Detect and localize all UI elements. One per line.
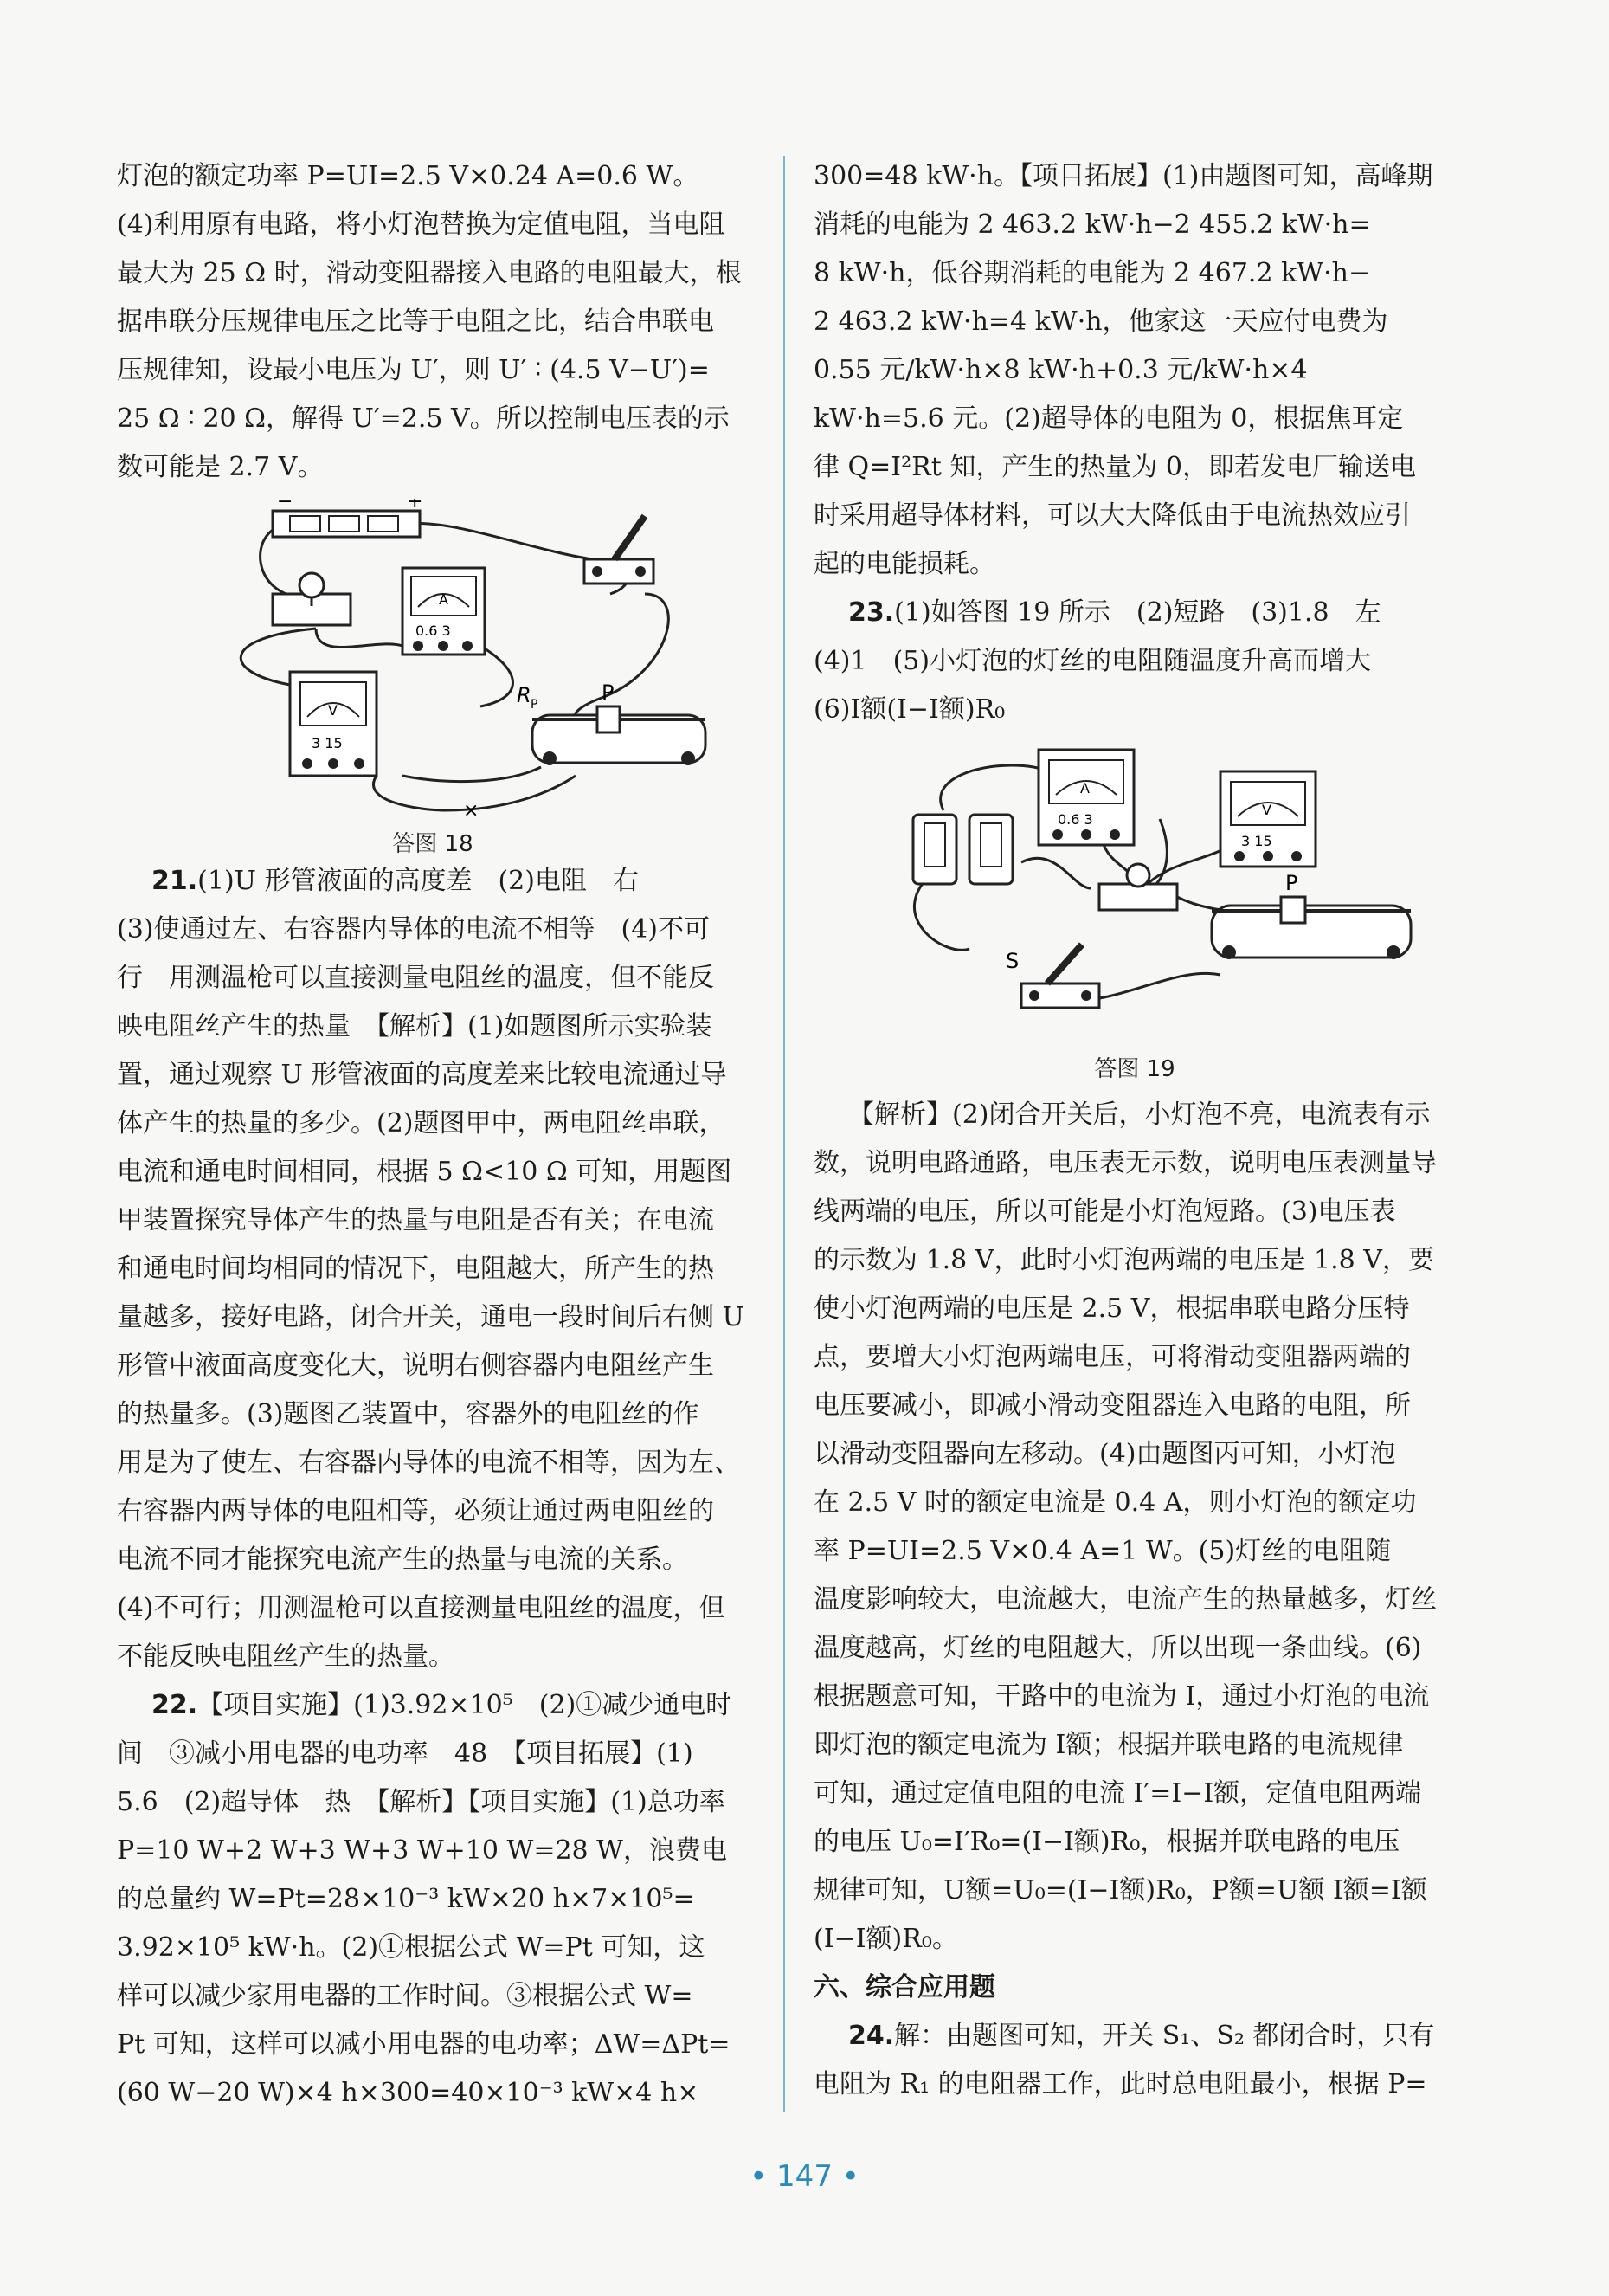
text-line: 灯泡的额定功率 P=UI=2.5 V×0.24 A=0.6 W。 [117, 161, 699, 191]
text-line: 时采用超导体材料，可以大大降低由于电流热效应引 [814, 500, 1411, 531]
text-line: 0.55 元/kW·h×8 kW·h+0.3 元/kW·h×4 [814, 355, 1308, 385]
figure-19-caption: 答图 19 [1094, 1056, 1175, 1082]
voltmeter [1220, 771, 1316, 867]
text-line: 在 2.5 V 时的额定电流是 0.4 A，则小灯泡的额定功 [814, 1487, 1417, 1518]
q20-continuation [117, 152, 749, 492]
switch [1006, 945, 1099, 1008]
ammeter [402, 568, 485, 655]
text-line: (4)利用原有电路，将小灯泡替换为定值电阻，当电阻 [117, 210, 725, 240]
text-line: (4)1 (5)小灯泡的灯丝的电阻随温度升高而增大 [814, 646, 1372, 676]
text-line: 右容器内两导体的电阻相等，必须让通过两电阻丝的 [117, 1496, 714, 1526]
text-line: Pt 可知，这样可以减小用电器的电功率；ΔW=ΔPt= [117, 2029, 730, 2060]
text-line: 2 463.2 kW·h=4 kW·h，他家这一天应付电费为 [814, 306, 1388, 337]
text-line: 和通电时间均相同的情况下，电阻越大，所产生的热 [117, 1254, 714, 1284]
page-number: • 147 • [750, 2159, 859, 2194]
text-line: (4)不可行；用测温枪可以直接测量电阻丝的温度，但 [117, 1593, 725, 1623]
text-line: 形管中液面高度变化大，说明右侧容器内电阻丝产生 [117, 1351, 714, 1381]
slider-label: P [602, 680, 615, 705]
text-line: 根据题意可知，干路中的电流为 I，通过小灯泡的电流 [814, 1681, 1430, 1712]
text-line: 电流和通电时间相同，根据 5 Ω<10 Ω 可知，用题图 [117, 1157, 732, 1187]
ammeter-symbol: A [1080, 780, 1090, 797]
text-line: 律 Q=I²Rt 知，产生的热量为 0，即若发电厂输送电 [814, 452, 1416, 482]
question-21 [117, 857, 749, 1681]
question-number: 21. [151, 866, 198, 896]
text-line: 300=48 kW·h。【项目拓展】(1)由题图可知，高峰期 [814, 161, 1433, 191]
text-line: 的示数为 1.8 V，此时小灯泡两端的电压是 1.8 V，要 [814, 1245, 1434, 1275]
battery-plus-label: + [407, 499, 423, 513]
text-line: 电流不同才能探究电流产生的热量与电流的关系。 [117, 1545, 688, 1575]
section-title: 六、综合应用题 [814, 1972, 995, 2003]
voltmeter-symbol: V [328, 702, 338, 719]
battery [969, 815, 1013, 884]
text-line: 间 ③减小用电器的电功率 48 【项目拓展】(1) [117, 1738, 693, 1769]
question-23 [814, 589, 1456, 734]
question-number: 23. [848, 597, 895, 628]
text-line: 使小灯泡两端的电压是 2.5 V，根据串联电路分压特 [814, 1293, 1410, 1324]
text-line: 数，说明电路通路，电压表无示数，说明电压表测量导 [814, 1148, 1437, 1178]
text-line: 率 P=UI=2.5 V×0.4 A=1 W。(5)灯丝的电阻随 [814, 1536, 1392, 1566]
text-line: 即灯泡的额定电流为 I额；根据并联电路的电流规律 [814, 1730, 1404, 1760]
text-line: 电压要减小，即减小滑动变阻器连入电路的电阻，所 [814, 1390, 1411, 1421]
text-line: 25 Ω ∶ 20 Ω，解得 U′=2.5 V。所以控制电压表的示 [117, 403, 730, 434]
battery [913, 815, 956, 884]
figure-18 [117, 499, 749, 857]
voltmeter-scale-label: 3 15 [312, 735, 343, 751]
switch-label: S [1006, 949, 1020, 973]
ammeter [1039, 750, 1134, 845]
text-line: 的总量约 W=Pt=28×10⁻³ kW×20 h×7×10⁵= [117, 1884, 695, 1914]
question-24 [814, 2012, 1456, 2109]
text-line: 以滑动变阻器向左移动。(4)由题图丙可知，小灯泡 [814, 1439, 1396, 1469]
text-line: 最大为 25 Ω 时，滑动变阻器接入电路的电阻最大，根 [117, 258, 742, 288]
text-line: 行 用测温枪可以直接测量电阻丝的温度，但不能反 [117, 963, 714, 993]
text-line: 体产生的热量的多少。(2)题图甲中，两电阻丝串联， [117, 1108, 725, 1138]
text-line: (60 W−20 W)×4 h×300=40×10⁻³ kW×4 h× [117, 2078, 699, 2108]
right-column [814, 152, 1456, 2109]
text-line: (6)I额(I−I额)R₀ [814, 694, 1006, 725]
battery-minus-label: − [277, 499, 293, 513]
text-line: 据串联分压规律电压之比等于电阻之比，结合串联电 [117, 306, 714, 337]
text-line: 线两端的电压，所以可能是小灯泡短路。(3)电压表 [814, 1196, 1396, 1227]
text-line: kW·h=5.6 元。(2)超导体的电阻为 0，根据焦耳定 [814, 403, 1404, 434]
text-line: 映电阻丝产生的热量 【解析】(1)如题图所示实验装 [117, 1011, 712, 1042]
rheostat-label: R [517, 683, 531, 707]
rheostat [517, 680, 705, 765]
rheostat [1212, 871, 1411, 959]
wire-cross-mark: × [463, 800, 479, 819]
question-number: 22. [151, 1690, 198, 1720]
text-line: 【项目实施】(1)3.92×10⁵ (2)①减少通电时 [197, 1690, 732, 1720]
circuit-diagram-19 [814, 741, 1456, 1044]
text-line: 可知，通过定值电阻的电流 I′=I−I额，定值电阻两端 [814, 1778, 1422, 1809]
switch [584, 516, 653, 584]
rheostat-subscript: P [531, 698, 538, 712]
text-line: (1)如答图 19 所示 (2)短路 (3)1.8 左 [894, 597, 1381, 628]
ammeter-scale-label: 0.6 3 [1058, 811, 1093, 828]
question-22 [117, 1681, 749, 2118]
question-23-analysis [814, 1091, 1456, 1964]
text-line: 样可以减少家用电器的工作时间。③根据公式 W= [117, 1981, 693, 2011]
text-line: 解：由题图可知，开关 S₁、S₂ 都闭合时，只有 [894, 2021, 1435, 2051]
voltmeter-scale-label: 3 15 [1241, 833, 1272, 849]
question-number: 24. [848, 2021, 895, 2051]
column-divider [783, 156, 785, 2112]
circuit-diagram-18 [117, 499, 749, 819]
text-line: 8 kW·h，低谷期消耗的电能为 2 467.2 kW·h− [814, 258, 1371, 288]
slider-label: P [1285, 871, 1298, 895]
text-line: 温度影响较大，电流越大，电流产生的热量越多，灯丝 [814, 1584, 1437, 1615]
figure-19 [814, 741, 1456, 1087]
text-line: 电阻为 R₁ 的电阻器工作，此时总电阻最小，根据 P= [814, 2069, 1427, 2099]
lamp [273, 573, 351, 625]
q22-continuation [814, 152, 1456, 589]
text-line: 不能反映电阻丝产生的热量。 [117, 1641, 454, 1672]
left-column [117, 152, 749, 2118]
text-line: 数可能是 2.7 V。 [117, 452, 324, 482]
text-line: (I−I额)R₀。 [814, 1924, 958, 1954]
voltmeter-symbol: V [1262, 802, 1271, 818]
text-line: 用是为了使左、右容器内导体的电流不相等，因为左、 [117, 1448, 740, 1478]
text-line: (1)U 形管液面的高度差 (2)电阻 右 [197, 866, 639, 896]
text-line: 【解析】(2)闭合开关后，小灯泡不亮，电流表有示 [848, 1100, 1431, 1130]
ammeter-symbol: A [439, 591, 448, 608]
text-line: P=10 W+2 W+3 W+3 W+10 W=28 W，浪费电 [117, 1835, 728, 1866]
text-line: 的电压 U₀=I′R₀=(I−I额)R₀，根据并联电路的电压 [814, 1827, 1400, 1857]
text-line: (3)使通过左、右容器内导体的电流不相等 (4)不可 [117, 914, 710, 945]
text-line: 的热量多。(3)题图乙装置中，容器外的电阻丝的作 [117, 1399, 699, 1429]
ammeter-scale-label: 0.6 3 [415, 622, 451, 639]
text-line: 置，通过观察 U 形管液面的高度差来比较电流通过导 [117, 1060, 727, 1090]
text-line: 3.92×10⁵ kW·h。(2)①根据公式 W=Pt 可知，这 [117, 1932, 705, 1963]
text-line: 5.6 (2)超导体 热 【解析】【项目实施】(1)总功率 [117, 1787, 725, 1817]
text-line: 压规律知，设最小电压为 U′，则 U′ ∶ (4.5 V−U′)= [117, 355, 710, 385]
text-line: 起的电能损耗。 [814, 549, 995, 579]
text-line: 规律可知，U额=U₀=(I−I额)R₀，P额=U额 I额=I额 [814, 1875, 1427, 1906]
text-line: 温度越高，灯丝的电阻越大，所以出现一条曲线。(6) [814, 1633, 1422, 1663]
figure-18-caption: 答图 18 [392, 831, 473, 857]
voltmeter [290, 672, 377, 776]
text-line: 点，要增大小灯泡两端电压，可将滑动变阻器两端的 [814, 1342, 1411, 1372]
text-line: 甲装置探究导体产生的热量与电阻是否有关；在电流 [117, 1205, 714, 1235]
text-line: 消耗的电能为 2 463.2 kW·h−2 455.2 kW·h= [814, 210, 1371, 240]
text-line: 量越多，接好电路，闭合开关，通电一段时间后右侧 U [117, 1302, 744, 1332]
